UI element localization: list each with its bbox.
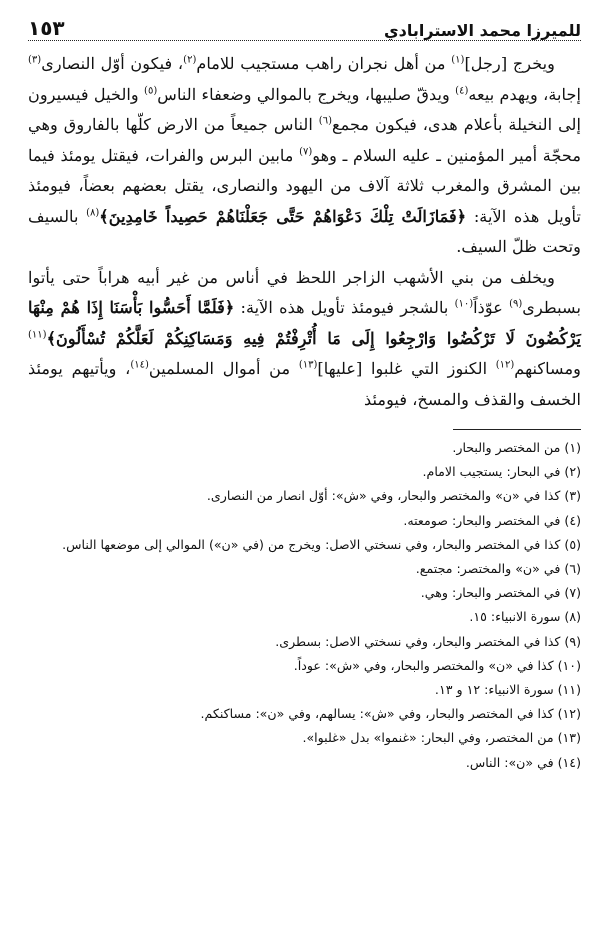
running-title: للميرزا محمد الاسترابادي	[384, 21, 581, 40]
footnote-ref: (٧)	[299, 146, 313, 158]
text-run: ويخرج [رجل]	[464, 54, 555, 73]
footnote-ref: (٢)	[183, 54, 197, 66]
page-number: ١٥٣	[28, 16, 65, 40]
text-run: ، فيكون أوّل النصارى	[41, 54, 184, 73]
footnote: (١٠) كذا في «ن» والمختصر والبحار، وفي «ش»: عوداً.	[293, 657, 581, 673]
footnote-ref: (٣)	[28, 54, 42, 66]
footnote-ref: (٦)	[318, 115, 332, 127]
quran-verse: ﴿فَلَمَّا أَحَسُّوا بَأْسَنَا إِذَا هُمْ مِنْهَا يَرْكُضُونَ لَا تَرْكُضُوا وَارْجِعُوا إِلَى مَا أُتْرِفْتُمْ فِيهِ وَمَسَاكِنِكُمْ لَعَلَّكُمْ تُسْأَلُونَ﴾	[28, 298, 581, 348]
footnote: (٣) كذا في «ن» والمختصر والبحار، وفي «ش»: أوّل انصار من النصارى.	[206, 488, 581, 504]
footnote: (٤) في المختصر والبحار: صومعته.	[403, 512, 581, 528]
footnote: (١) من المختصر والبحار.	[452, 440, 581, 455]
text-run: بالسيف وتحت ظلّ السيف.	[28, 206, 581, 256]
footnote: (٦) في «ن» والمختصر: مجتمع.	[415, 561, 581, 577]
quran-verse: ﴿فَمَازَالَتْ تِلْكَ دَعْوَاهُمْ حَتَّى جَعَلْنَاهُمْ حَصِيداً خَامِدِينَ﴾	[99, 206, 467, 226]
footnote-ref: (١٠)	[454, 298, 474, 310]
text-run: عوّذاً	[473, 298, 510, 317]
footnote: (١٤) في «ن»: الناس.	[465, 754, 581, 770]
text-run: إجابة، ويهدم بيعه	[468, 84, 581, 104]
text-run: ويدقّ صليبها، ويخرج بالموالي وضعفاء الناس	[157, 84, 456, 104]
running-header	[28, 14, 581, 41]
footnote: (١٣) من المختصر، وفي البحار: «غنموا» بدل «غلبوا».	[302, 730, 581, 746]
footnote: (٧) في المختصر والبحار: وهي.	[420, 585, 581, 601]
footnote-ref: (١٣)	[298, 359, 318, 371]
text-run: الناس جميعاً من الارض كلّها بالفاروق وهي محجّة أمير المؤمنين ـ عليه السلام ـ وهو	[28, 115, 582, 165]
footnote-ref: (١٤)	[130, 359, 149, 371]
footnote-ref: (١)	[451, 54, 465, 66]
footnote-ref: (١٢)	[495, 359, 515, 371]
footnote-ref: (١١)	[28, 329, 47, 341]
footnote: (٨) سورة الانبياء: ١٥.	[469, 609, 581, 625]
text-run: والخيل فيسيرون إلى النخيلة بأعلام هدى، فيكون مجمع	[28, 84, 581, 134]
text-run: مابين البرس والفرات، فيقتل يومئذ فيما بين المشرق والمغرب ثلاثة آلاف من اليهود والنصارى، يقتل بعضهم بعضاً، فيومئذ تأويل هذه الآية:	[28, 145, 581, 226]
footnote: (٩) كذا في المختصر والبحار، وفي نسختي الاصل: بسطرى.	[275, 633, 581, 649]
footnote-separator	[453, 429, 581, 430]
footnote-ref: (٥)	[144, 85, 158, 97]
footnote-ref: (٩)	[509, 298, 523, 310]
text-run: ومساكنهم	[514, 359, 581, 378]
footnote: (١٢) كذا في المختصر والبحار، وفي «ش»: يسالهم، وفي «ن»: مساكنكم.	[200, 706, 581, 722]
paragraph-1	[28, 49, 581, 263]
text-run: ، ويأتيهم يومئذ الخسف والقذف والمسخ، فيومئذ	[28, 359, 581, 409]
main-text	[28, 49, 581, 415]
text-run: من أهل نجران راهب مستجيب للامام	[196, 54, 452, 73]
footnotes	[28, 436, 581, 775]
text-run: ويخلف من بني الأشهب الزاجر اللحظ في أناس من غير أبيه هراباً حتى يأتوا بسبطرى	[28, 267, 581, 317]
footnote: (١١) سورة الانبياء: ١٢ و ١٣.	[434, 682, 581, 698]
footnote-ref: (٨)	[86, 207, 100, 219]
footnote: (٢) في البحار: يستجيب الامام.	[422, 464, 581, 480]
footnote: (٥) كذا في المختصر والبحار، وفي نسختي الاصل: ويخرج من (في «ن») الموالي إلى موضعها الناس.	[62, 536, 581, 552]
text-run: الكنوز التي غلبوا [عليها]	[317, 359, 496, 378]
footnote-ref: (٤)	[455, 85, 469, 97]
text-run: من أموال المسلمين	[148, 359, 299, 378]
text-run: بالشجر فيومئذ تأويل هذه الآية:	[234, 298, 455, 317]
paragraph-2	[28, 263, 581, 416]
